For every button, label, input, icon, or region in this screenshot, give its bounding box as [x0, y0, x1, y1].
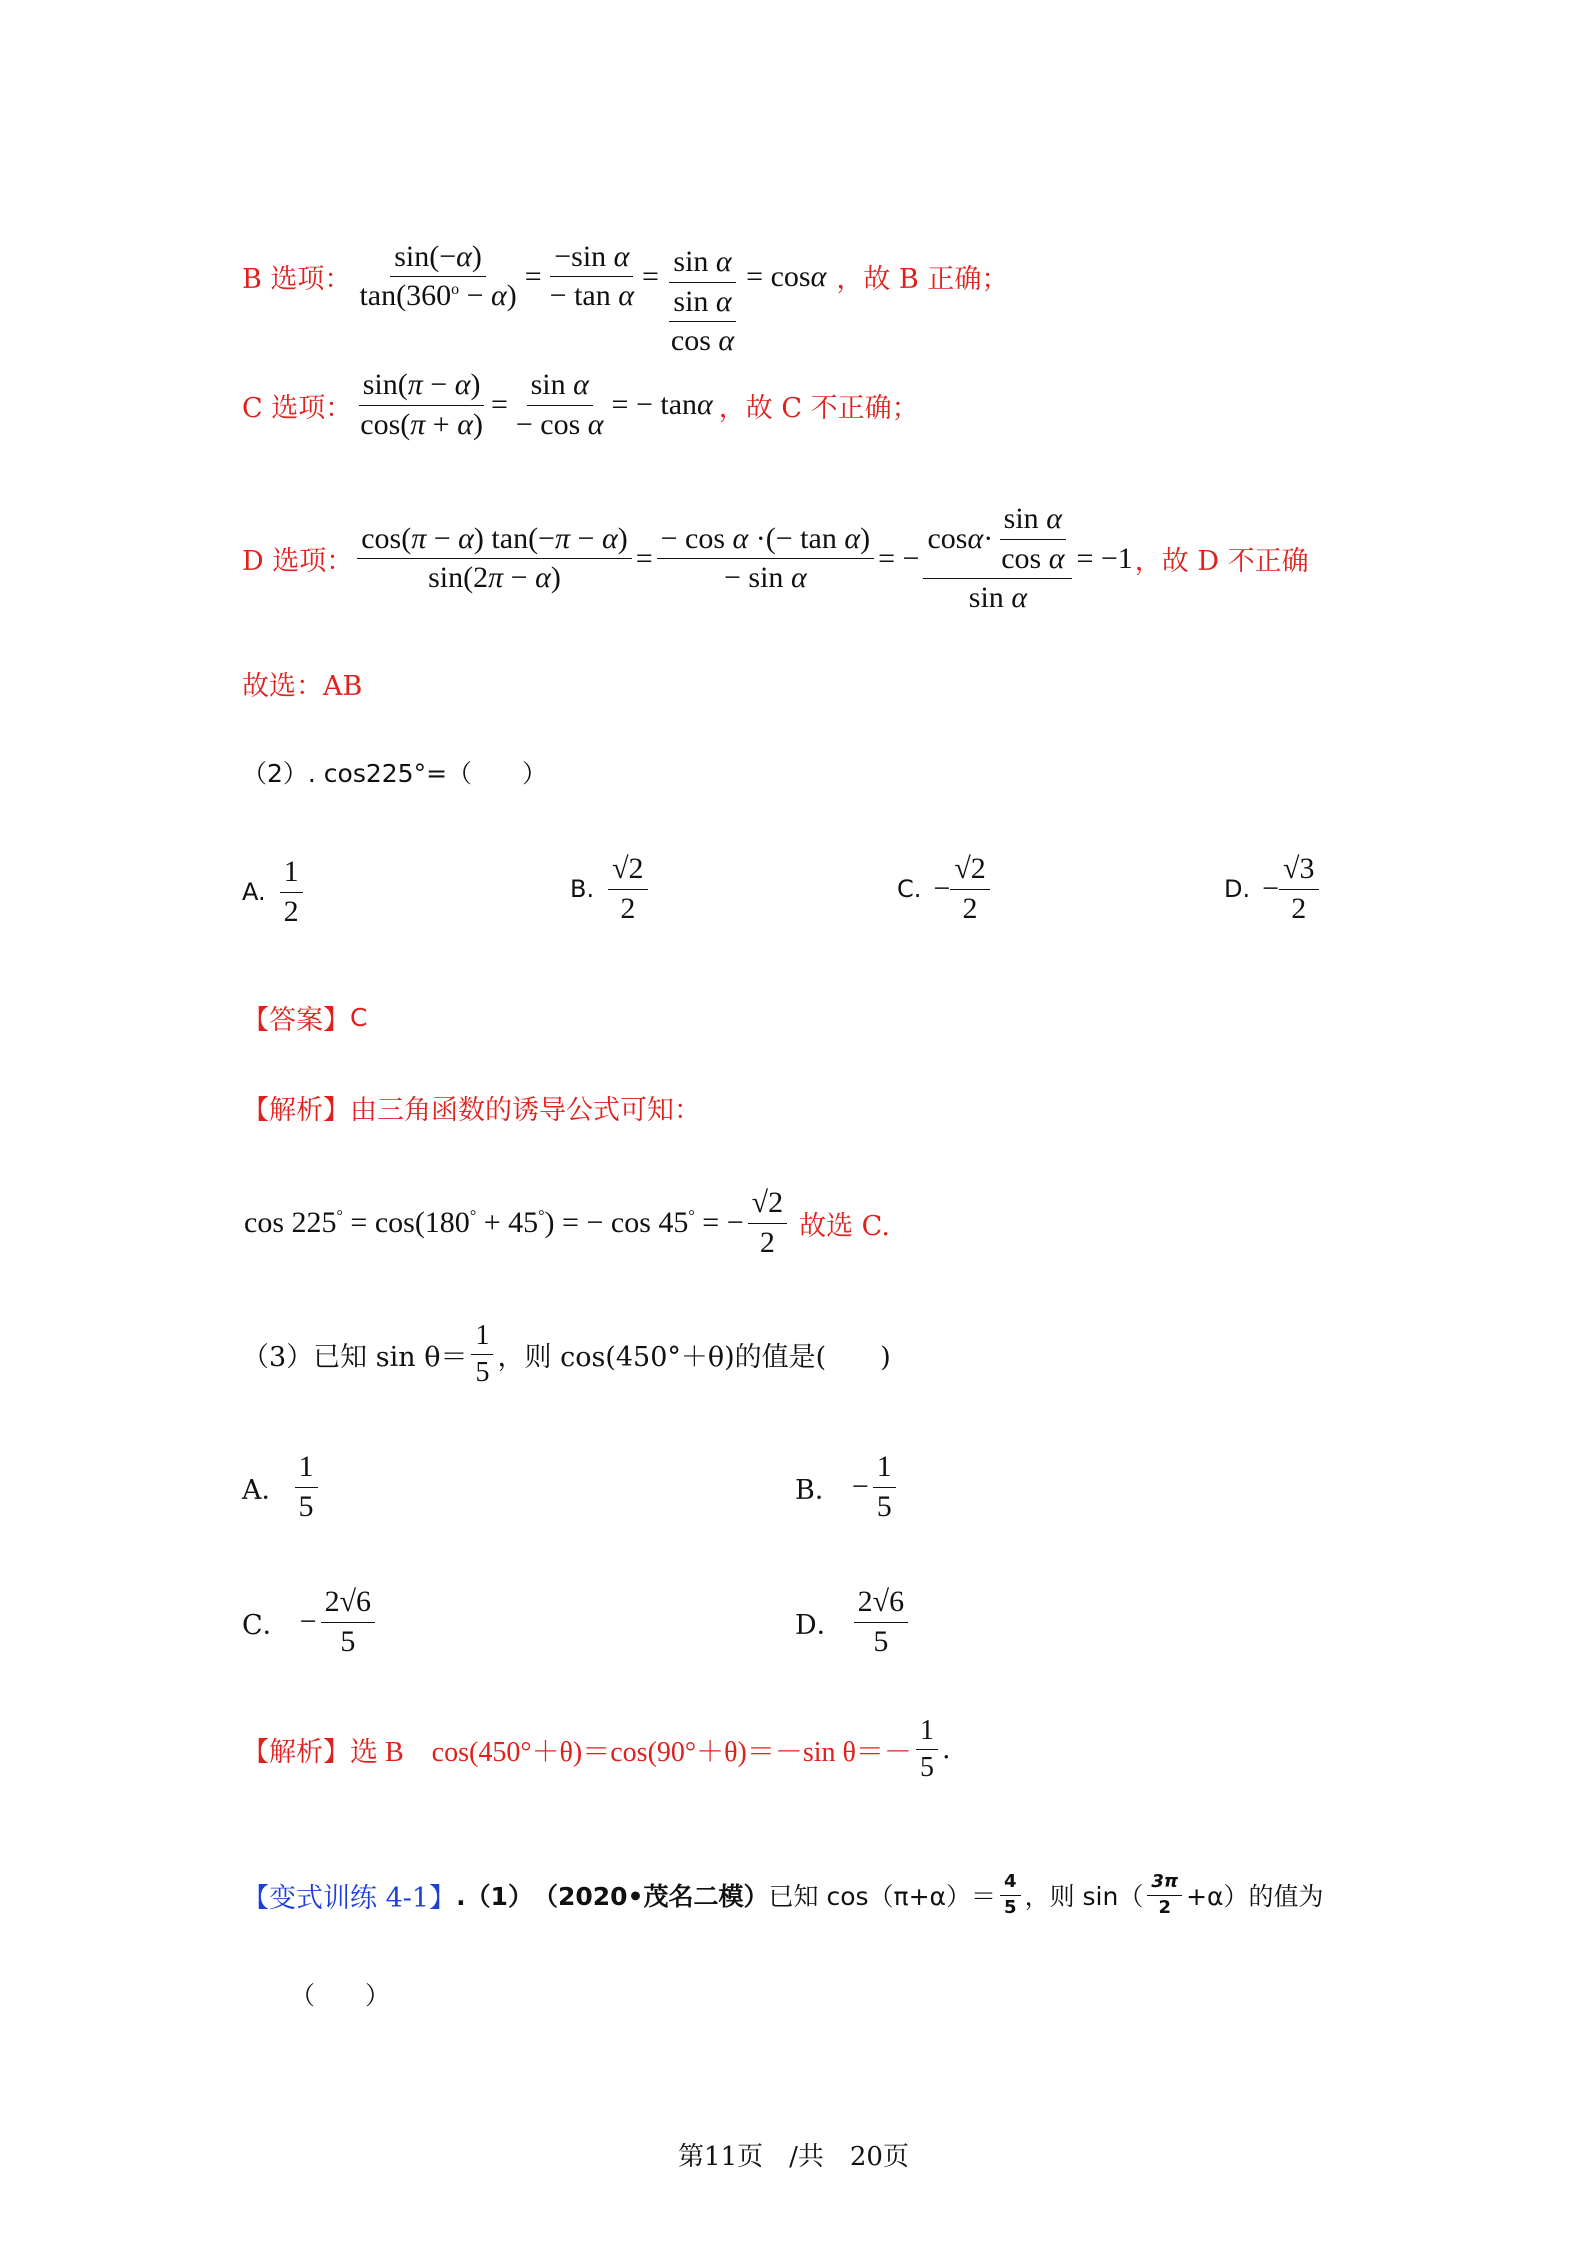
variant-blank: （ ） — [290, 1981, 391, 2010]
q3-choice-b[interactable]: B． − $\frac{1}{5}$ — [795, 1450, 900, 1524]
option-d-line — [242, 502, 1309, 616]
answer-ab: 故选：AB — [242, 671, 363, 702]
option-c-line — [242, 368, 919, 442]
option-c-conclusion: ，故 C 不正确； — [718, 392, 919, 424]
option-c-label: C 选项： — [242, 392, 353, 424]
q2-choice-c[interactable]: C. − $\frac{√2}{2}$ — [897, 852, 994, 926]
q2-stem: （2）. cos225°=（ ） — [242, 759, 548, 788]
q2-conclusion: 故选 C. — [799, 1210, 890, 1242]
variant-4-1: 【变式训练 4-1】 .（1） （2020•茂名二模） 已知 cos（π+α）＝ $\frac{4}{5}$ ，则 sin（ $\frac{3\pi}{2}$ +α）的值为 — [242, 1871, 1324, 1918]
q3-choice-c[interactable]: C． − $\frac{2√6}{5}$ — [242, 1585, 379, 1659]
q3-choice-a[interactable]: A． $\frac{1}{5}$ — [242, 1450, 322, 1524]
option-d-label: D 选项： — [242, 546, 354, 578]
q2-analysis: 【解析】 由三角函数的诱导公式可知： — [242, 1095, 701, 1126]
q3-analysis: 【解析】 选 B cos(450°＋θ)＝cos(90°＋θ)＝－sin θ＝－ $\frac{1}{5}$ . — [242, 1715, 951, 1784]
option-c-formula: $\frac{\sin(\pi - \alpha)}{\cos(\pi + \alpha)}$ = $\frac{\text{sin α}}{\text{− cos α}}$ = − tan α — [360, 368, 713, 441]
option-b-formula: $\frac{\sin(-\alpha)}{\tan(360^o - \alpha)}$ = $\frac{\text{−sin α}}{\text{− tan α}}$ = $\frac{\text{sin α}}{\frac{\text{sin α}}{\text{cos α}}}$ = cos α — [359, 239, 827, 357]
q2-answer: 【答案】 C — [242, 1003, 368, 1036]
q2-choice-d[interactable]: D. − $\frac{√3}{2}$ — [1224, 852, 1323, 926]
q2-choice-a[interactable]: A. $\frac{1}{2}$ — [242, 855, 307, 929]
option-b-line — [242, 195, 1008, 359]
page-footer: 第11页 /共 20页 — [678, 2142, 909, 2172]
q3-stem: （3）已知 sin θ＝ $\frac{1}{5}$ ，则 cos(450°＋θ)的值是( ) — [242, 1320, 891, 1389]
option-d-formula: $\frac{\cos(\pi - \alpha) \tan(-\pi - \alpha)}{\sin(2\pi - \alpha)}$ = $\frac{\text{− cos α ·(− tan α)}}{\text{− sin α}}$ = − cos α · $\frac{\text{sin α}}{\text{cos α}}$ sin α = −1 — [353, 502, 1133, 616]
option-b-label: B 选项： — [242, 264, 352, 296]
q2-choice-b[interactable]: B. $\frac{√2}{2}$ — [570, 852, 652, 926]
q2-formula: cos 225° = cos(180° + 45°) = − cos 45° = − $\frac{√2}{2}$ 故选 C. — [244, 1186, 890, 1259]
option-b-conclusion: ，故 B 正确； — [836, 264, 1009, 296]
variant-tag: 【变式训练 4-1】 — [242, 1882, 457, 1914]
option-d-conclusion: ，故 D 不正确 — [1134, 546, 1309, 578]
q3-choice-d[interactable]: D． $\frac{2√6}{5}$ — [795, 1585, 912, 1659]
